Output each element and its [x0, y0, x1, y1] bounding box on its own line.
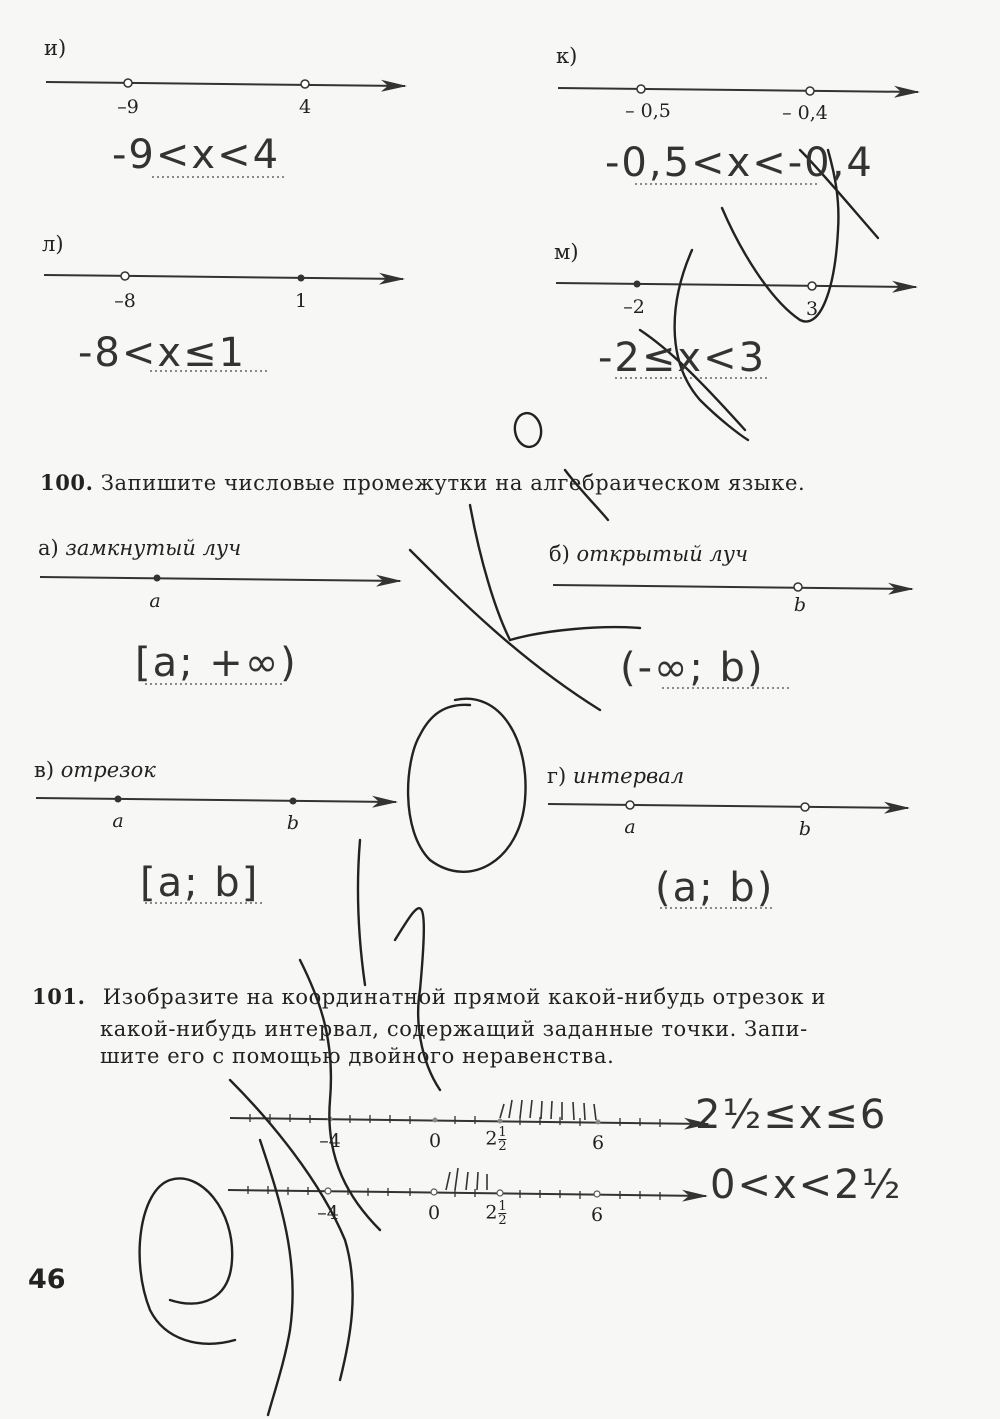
task-100-heading	[40, 470, 940, 496]
task-100-number: 100.	[40, 470, 94, 495]
open-point-m-3	[808, 282, 816, 290]
number-line-100b	[553, 585, 912, 589]
task-101-line1	[32, 984, 932, 1010]
item-label-k: к)	[556, 44, 578, 68]
tick-label-100a: a	[149, 590, 161, 612]
number-line-100g	[548, 804, 908, 808]
tick-label-m-1: –2	[623, 296, 645, 318]
answer-m: -2≤x<3	[598, 335, 767, 381]
task-101-text-2: какой-нибудь интервал, содержащий заданные точки. Запи-	[100, 1017, 808, 1041]
item-label-i: и)	[44, 36, 67, 60]
tick-101-bottom-0: 0	[427, 1202, 441, 1224]
open-point-i-4	[301, 80, 309, 88]
closed-point-100v-a	[115, 796, 122, 803]
number-line-i	[46, 82, 405, 86]
tick-label-l-1: –8	[114, 290, 136, 312]
tick-label-k-2: – 0,4	[782, 102, 828, 124]
item-100v-title	[34, 758, 156, 782]
item-100g-label: г)	[547, 764, 567, 788]
item-100b-name: открытый луч	[576, 542, 749, 566]
answer-100g: (a; b)	[655, 865, 775, 911]
closed-point-l-1	[298, 275, 305, 282]
item-100v-label: в)	[34, 758, 55, 782]
tick-label-100g-a: a	[624, 816, 636, 838]
closed-point-100v-b	[290, 798, 297, 805]
tick-101-top-6: 6	[591, 1132, 605, 1154]
page-number: 46	[28, 1264, 66, 1295]
answer-100a: [a; +∞)	[135, 640, 298, 686]
item-label-l: л)	[42, 232, 64, 256]
tick-101-top-m4: –4	[319, 1130, 341, 1152]
answer-i: -9<x<4	[112, 132, 281, 178]
number-line-101-top	[230, 1100, 708, 1127]
item-100a-title	[38, 536, 241, 560]
tick-label-i-2: 4	[298, 96, 312, 118]
tick-label-100v-b: b	[286, 812, 300, 834]
task-101-number: 101.	[32, 984, 86, 1009]
open-point-k-minus04	[806, 87, 814, 95]
number-line-100v	[36, 798, 396, 802]
item-100b-title	[549, 542, 748, 566]
tick-label-m-2: 3	[805, 298, 819, 320]
item-100g-title	[547, 764, 684, 788]
open-point-100g-a	[626, 801, 634, 809]
item-100v-name: отрезок	[60, 758, 156, 782]
tick-101-top-2half: 2 $\frac{1}{2}$	[485, 1125, 507, 1154]
answer-100v: [a; b]	[140, 860, 260, 906]
answer-101-top: 2½≤x≤6	[695, 1092, 888, 1138]
open-point-k-minus05	[637, 85, 645, 93]
number-line-100a	[40, 577, 400, 581]
task-101-text-3: шите его с помощью двойного неравенства.	[100, 1044, 615, 1068]
item-100g-name: интервал	[572, 764, 685, 788]
handwritten-overlay	[140, 150, 878, 1415]
number-line-k	[558, 88, 918, 92]
open-point-i-minus9	[124, 79, 132, 87]
tick-label-l-2: 1	[294, 290, 308, 312]
tick-label-100v-a: a	[112, 810, 124, 832]
answer-100b: (-∞; b)	[620, 645, 765, 691]
item-100a-name: замкнутый луч	[65, 536, 242, 560]
tick-label-k-1: – 0,5	[625, 100, 671, 122]
number-line-l	[44, 275, 403, 279]
tick-label-100g-b: b	[798, 818, 812, 840]
open-point-l-minus8	[121, 272, 129, 280]
closed-point-100a	[154, 575, 161, 582]
tick-101-bottom-6: 6	[590, 1204, 604, 1226]
tick-101-bottom-2half: 2 $\frac{1}{2}$	[485, 1199, 507, 1228]
tick-label-i-1: –9	[117, 96, 139, 118]
task-100-text: Запишите числовые промежутки на алгебраическом языке.	[100, 471, 806, 495]
item-label-m: м)	[554, 240, 579, 264]
tick-101-top-0: 0	[428, 1130, 442, 1152]
tick-101-bottom-m4: –4	[317, 1202, 339, 1224]
tick-label-100b: b	[793, 594, 807, 616]
open-point-100b	[794, 583, 802, 591]
answer-l: -8<x≤1	[78, 330, 247, 376]
answer-k: -0,5<x<-0,4	[605, 140, 874, 186]
answer-101-bottom: 0<x<2½	[710, 1162, 903, 1208]
number-line-m	[556, 283, 916, 287]
closed-point-m-minus2	[634, 281, 641, 288]
number-line-101-bottom	[228, 1168, 706, 1200]
open-point-100g-b	[801, 803, 809, 811]
item-100a-label: а)	[38, 536, 59, 560]
item-100b-label: б)	[549, 542, 570, 566]
task-101-text-1: Изобразите на координатной прямой какой-нибудь отрезок и	[102, 985, 826, 1009]
